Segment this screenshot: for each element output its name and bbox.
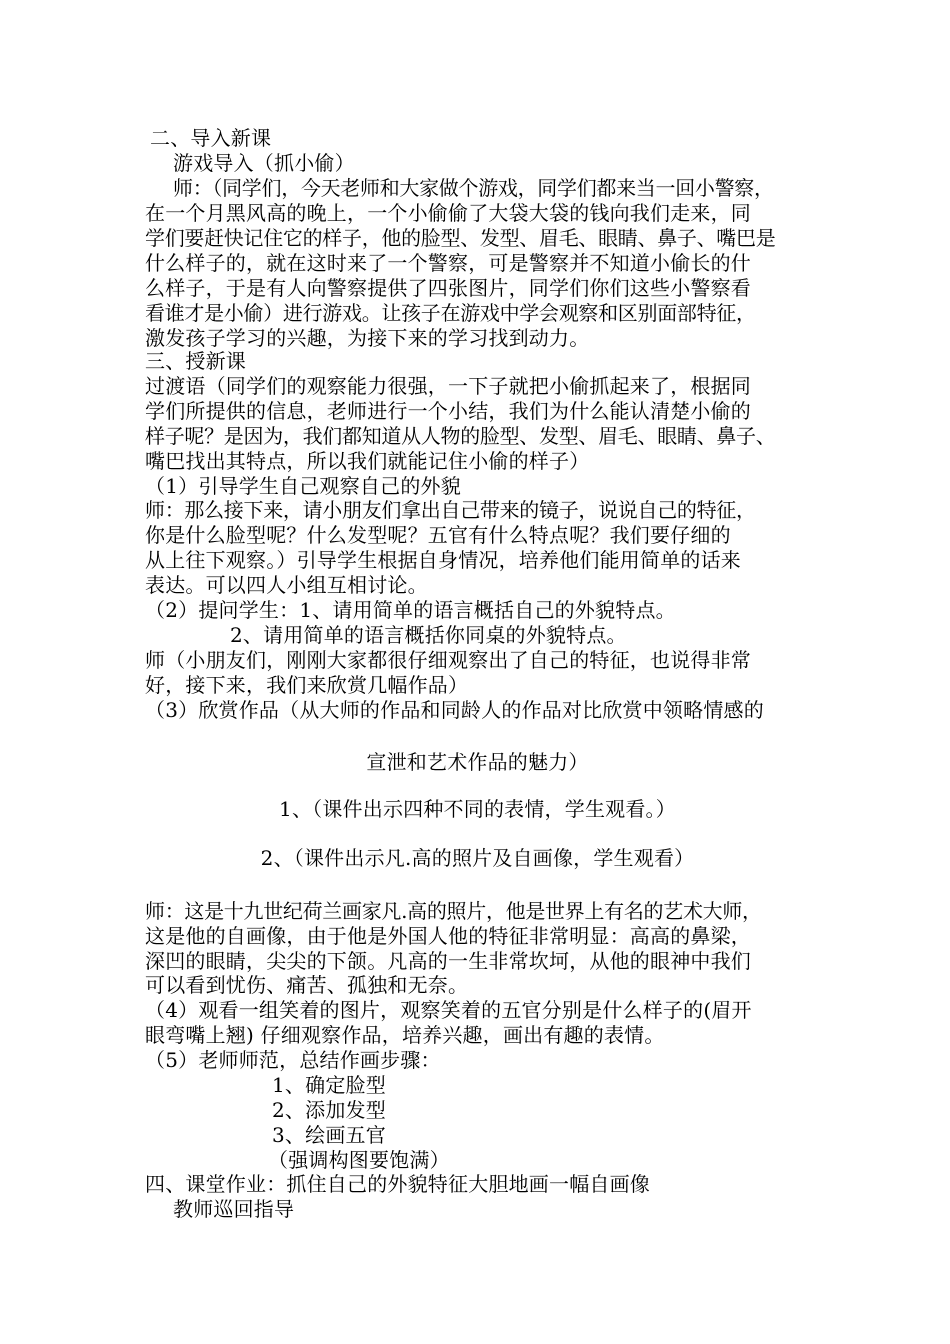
text-line: 教师巡回指导 (173, 1197, 295, 1221)
text-line: 这是他的自画像，由于他是外国人他的特征非常明显：高高的鼻梁， (145, 924, 751, 948)
text-line: （2）提问学生：1、请用简单的语言概括自己的外貌特点。 (145, 598, 676, 622)
text-line: 什么样子的，就在这时来了一个警察，可是警察并不知道小偷长的什 (145, 251, 751, 275)
text-line: 眼弯嘴上翘) 仔细观察作品，培养兴趣，画出有趣的表情。 (145, 1023, 665, 1047)
text-line: 师（小朋友们，刚刚大家都很仔细观察出了自己的特征，也说得非常 (145, 648, 751, 672)
text-line: 你是什么脸型呢？什么发型呢？五官有什么特点呢？我们要仔细的 (145, 523, 731, 547)
text-line: 3、绘画五官 (272, 1123, 386, 1147)
text-line: （1）引导学生自己观察自己的外貌 (145, 474, 461, 498)
text-line: 表达。可以四人小组互相讨论。 (145, 573, 428, 597)
text-line: 样子呢？是因为，我们都知道从人物的脸型、发型、眉毛、眼睛、鼻子、 (145, 424, 776, 448)
text-line: 学们要赶快记住它的样子，他的脸型、发型、眉毛、眼睛、鼻子、嘴巴是 (145, 226, 776, 250)
text-line-centered: 1、（课件出示四种不同的表情，学生观看。） (279, 797, 676, 821)
text-line: 师：这是十九世纪荷兰画家凡.高的照片，他是世界上有名的艺术大师， (145, 899, 762, 923)
text-line: （3）欣赏作品（从大师的作品和同龄人的作品对比欣赏中领略情感的 (145, 698, 764, 722)
text-line: 2、添加发型 (272, 1098, 386, 1122)
text-line: 可以看到忧伤、痛苦、孤独和无奈。 (145, 973, 469, 997)
text-line-centered: 宣泄和艺术作品的魅力） (366, 750, 589, 774)
heading-intro: 二、导入新课 (150, 126, 272, 150)
text-line: 1、确定脸型 (272, 1073, 386, 1097)
heading-homework: 四、课堂作业：抓住自己的外貌特征大胆地画一幅自画像 (145, 1172, 650, 1196)
text-line: 在一个月黑风高的晚上，一个小偷偷了大袋大袋的钱向我们走来，同 (145, 201, 751, 225)
text-line: 激发孩子学习的兴趣，为接下来的学习找到动力。 (145, 326, 590, 350)
text-line-centered: 2、（课件出示凡.高的照片及自画像，学生观看） (260, 846, 695, 870)
text-line: 师：那么接下来，请小朋友们拿出自己带来的镜子，说说自己的特征， (145, 498, 756, 522)
text-line: 么样子，于是有人向警察提供了四张图片，同学们你们这些小警察看 (145, 276, 751, 300)
text-line: （5）老师师范，总结作画步骤： (145, 1048, 441, 1072)
text-line: 嘴巴找出其特点，所以我们就能记住小偷的样子） (145, 449, 590, 473)
text-line: 好，接下来，我们来欣赏几幅作品） (145, 673, 469, 697)
text-line: 看谁才是小偷）进行游戏。让孩子在游戏中学会观察和区别面部特征， (145, 301, 756, 325)
text-line: 2、请用简单的语言概括你同桌的外貌特点。 (230, 623, 627, 647)
text-line: 从上往下观察。）引导学生根据自身情况，培养他们能用简单的话来 (145, 548, 741, 572)
text-line: 学们所提供的信息，老师进行一个小结，我们为什么能认清楚小偷的 (145, 399, 751, 423)
text-line: 师：（同学们，今天老师和大家做个游戏，同学们都来当一回小警察， (173, 176, 774, 200)
text-line: 深凹的眼睛，尖尖的下颌。凡高的一生非常坎坷，从他的眼神中我们 (145, 949, 751, 973)
text-line: （4）观看一组笑着的图片，观察笑着的五官分别是什么样子的(眉开 (145, 998, 752, 1022)
text-line: 过渡语（同学们的观察能力很强，一下子就把小偷抓起来了，根据同 (145, 374, 751, 398)
heading-new-lesson: 三、授新课 (145, 349, 246, 373)
text-line: 游戏导入（抓小偷） (173, 151, 355, 175)
text-line: （强调构图要饱满） (268, 1148, 450, 1172)
